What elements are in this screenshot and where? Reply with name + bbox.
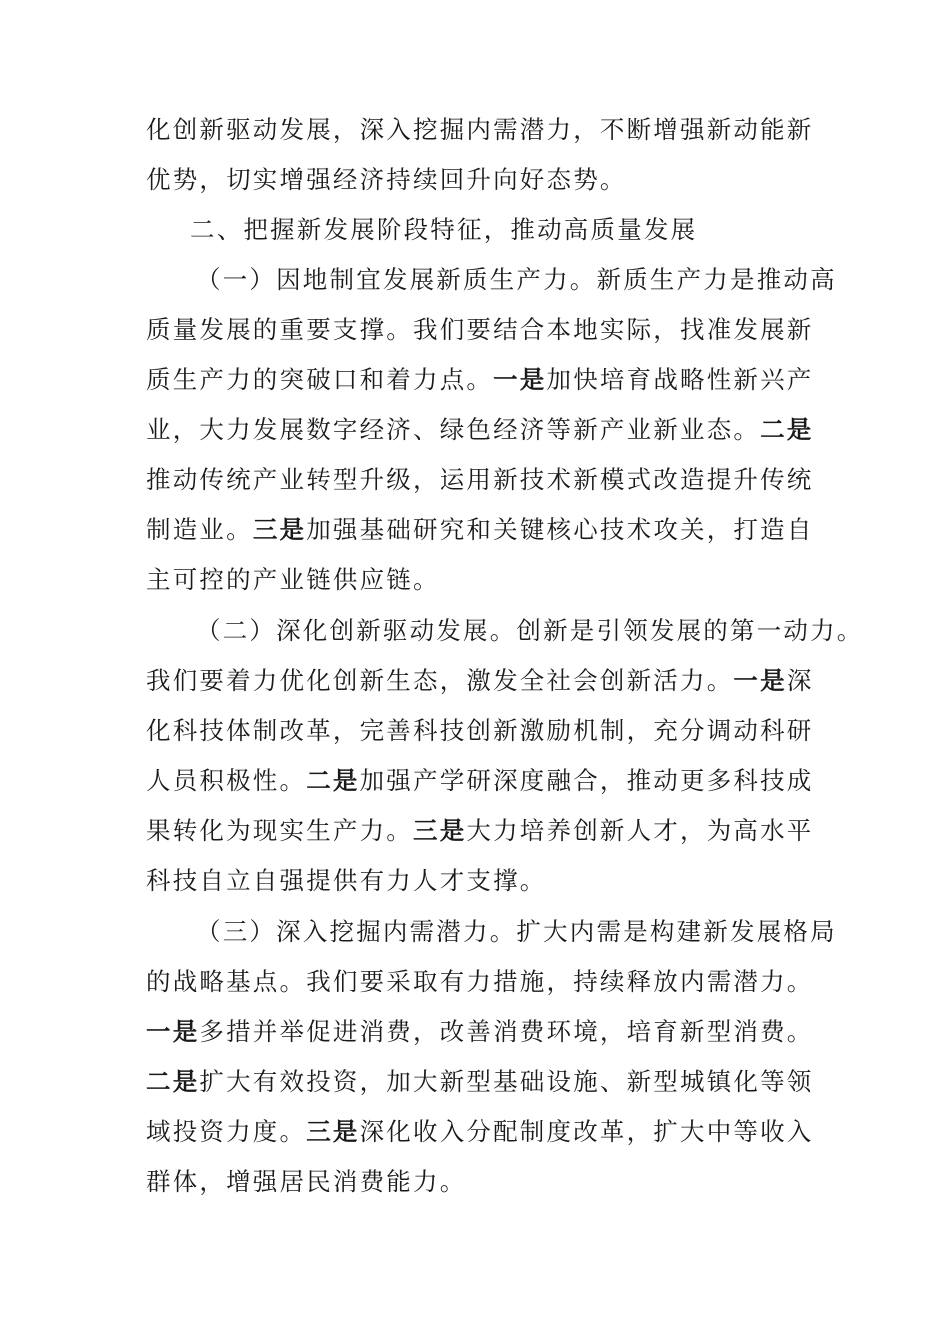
text-run: 的战略基点。我们要采取有力措施，持续释放内需潜力。 bbox=[146, 967, 814, 996]
text-run: 果转化为现实生产力。 bbox=[146, 816, 413, 845]
text-run: 深 bbox=[786, 666, 814, 695]
text-run: （三）深入挖掘内需潜力。扩大内需是构建新发展格局 bbox=[196, 917, 837, 946]
text-run: 主可控的产业链供应链。 bbox=[146, 565, 440, 594]
text-run: 大力培养创新人才，为高水平 bbox=[466, 816, 814, 845]
text-line bbox=[146, 1012, 814, 1052]
text-line bbox=[146, 360, 814, 400]
bold-keyword: 一是 bbox=[146, 1017, 200, 1046]
text-run: 二、把握新发展阶段特征，推动高质量发展 bbox=[190, 215, 698, 244]
text-run: 质量发展的重要支撑。我们要结合本地实际，找准发展新 bbox=[146, 315, 814, 344]
text-run: 制造业。 bbox=[146, 515, 253, 544]
bold-keyword: 二是 bbox=[146, 1067, 200, 1096]
text-line bbox=[146, 310, 814, 350]
text-line bbox=[196, 912, 856, 952]
text-run: 化科技体制改革，完善科技创新激励机制，充分调动科研 bbox=[146, 716, 814, 745]
text-line bbox=[146, 761, 814, 801]
bold-keyword: 二是 bbox=[760, 415, 814, 444]
bold-keyword: 一是 bbox=[733, 666, 787, 695]
text-line bbox=[146, 1062, 814, 1102]
text-line bbox=[146, 1162, 806, 1202]
text-line bbox=[146, 962, 814, 1002]
text-run: 质生产力的突破口和着力点。 bbox=[146, 365, 494, 394]
text-line bbox=[146, 711, 814, 751]
text-line bbox=[146, 861, 806, 901]
text-line bbox=[146, 811, 814, 851]
text-run: 我们要着力优化创新生态，激发全社会创新活力。 bbox=[146, 666, 734, 695]
text-line bbox=[146, 460, 814, 500]
text-line bbox=[146, 1112, 814, 1152]
text-run: 科技自立自强提供有力人才支撑。 bbox=[146, 866, 547, 895]
text-run: 扩大有效投资，加大新型基础设施、新型城镇化等领 bbox=[199, 1067, 814, 1096]
text-line bbox=[146, 110, 814, 150]
text-run: 多措并举促进消费，改善消费环境，培育新型消费。 bbox=[199, 1017, 814, 1046]
text-run: （二）深化创新驱动发展。创新是引领发展的第一动力。 bbox=[196, 616, 864, 645]
text-run: 业，大力发展数字经济、绿色经济等新产业新业态。 bbox=[146, 415, 761, 444]
text-line bbox=[196, 260, 856, 300]
bold-keyword: 二是 bbox=[306, 766, 360, 795]
bold-keyword: 一是 bbox=[493, 365, 547, 394]
text-run: 优势，切实增强经济持续回升向好态势。 bbox=[146, 165, 627, 194]
text-run: 推动传统产业转型升级，运用新技术新模式改造提升传统 bbox=[146, 465, 814, 494]
text-line bbox=[190, 210, 850, 250]
text-line bbox=[146, 510, 814, 550]
text-line bbox=[146, 160, 806, 200]
text-line bbox=[196, 611, 864, 651]
text-run: 加快培育战略性新兴产 bbox=[546, 365, 814, 394]
bold-keyword: 三是 bbox=[413, 816, 467, 845]
text-run: 域投资力度。 bbox=[146, 1117, 307, 1146]
bold-keyword: 三是 bbox=[252, 515, 307, 544]
text-run: 人员积极性。 bbox=[146, 766, 307, 795]
text-line bbox=[146, 410, 814, 450]
text-run: 深化收入分配制度改革，扩大中等收入 bbox=[359, 1117, 814, 1146]
text-run: 加强基础研究和关键核心技术攻关，打造自 bbox=[306, 515, 814, 544]
text-run: （一）因地制宜发展新质生产力。新质生产力是推动高 bbox=[196, 265, 837, 294]
text-line bbox=[146, 661, 814, 701]
bold-keyword: 三是 bbox=[306, 1117, 360, 1146]
text-run: 化创新驱动发展，深入挖掘内需潜力，不断增强新动能新 bbox=[146, 115, 814, 144]
text-run: 加强产学研深度融合，推动更多科技成 bbox=[359, 766, 814, 795]
text-line bbox=[146, 560, 806, 600]
text-run: 群体，增强居民消费能力。 bbox=[146, 1167, 467, 1196]
